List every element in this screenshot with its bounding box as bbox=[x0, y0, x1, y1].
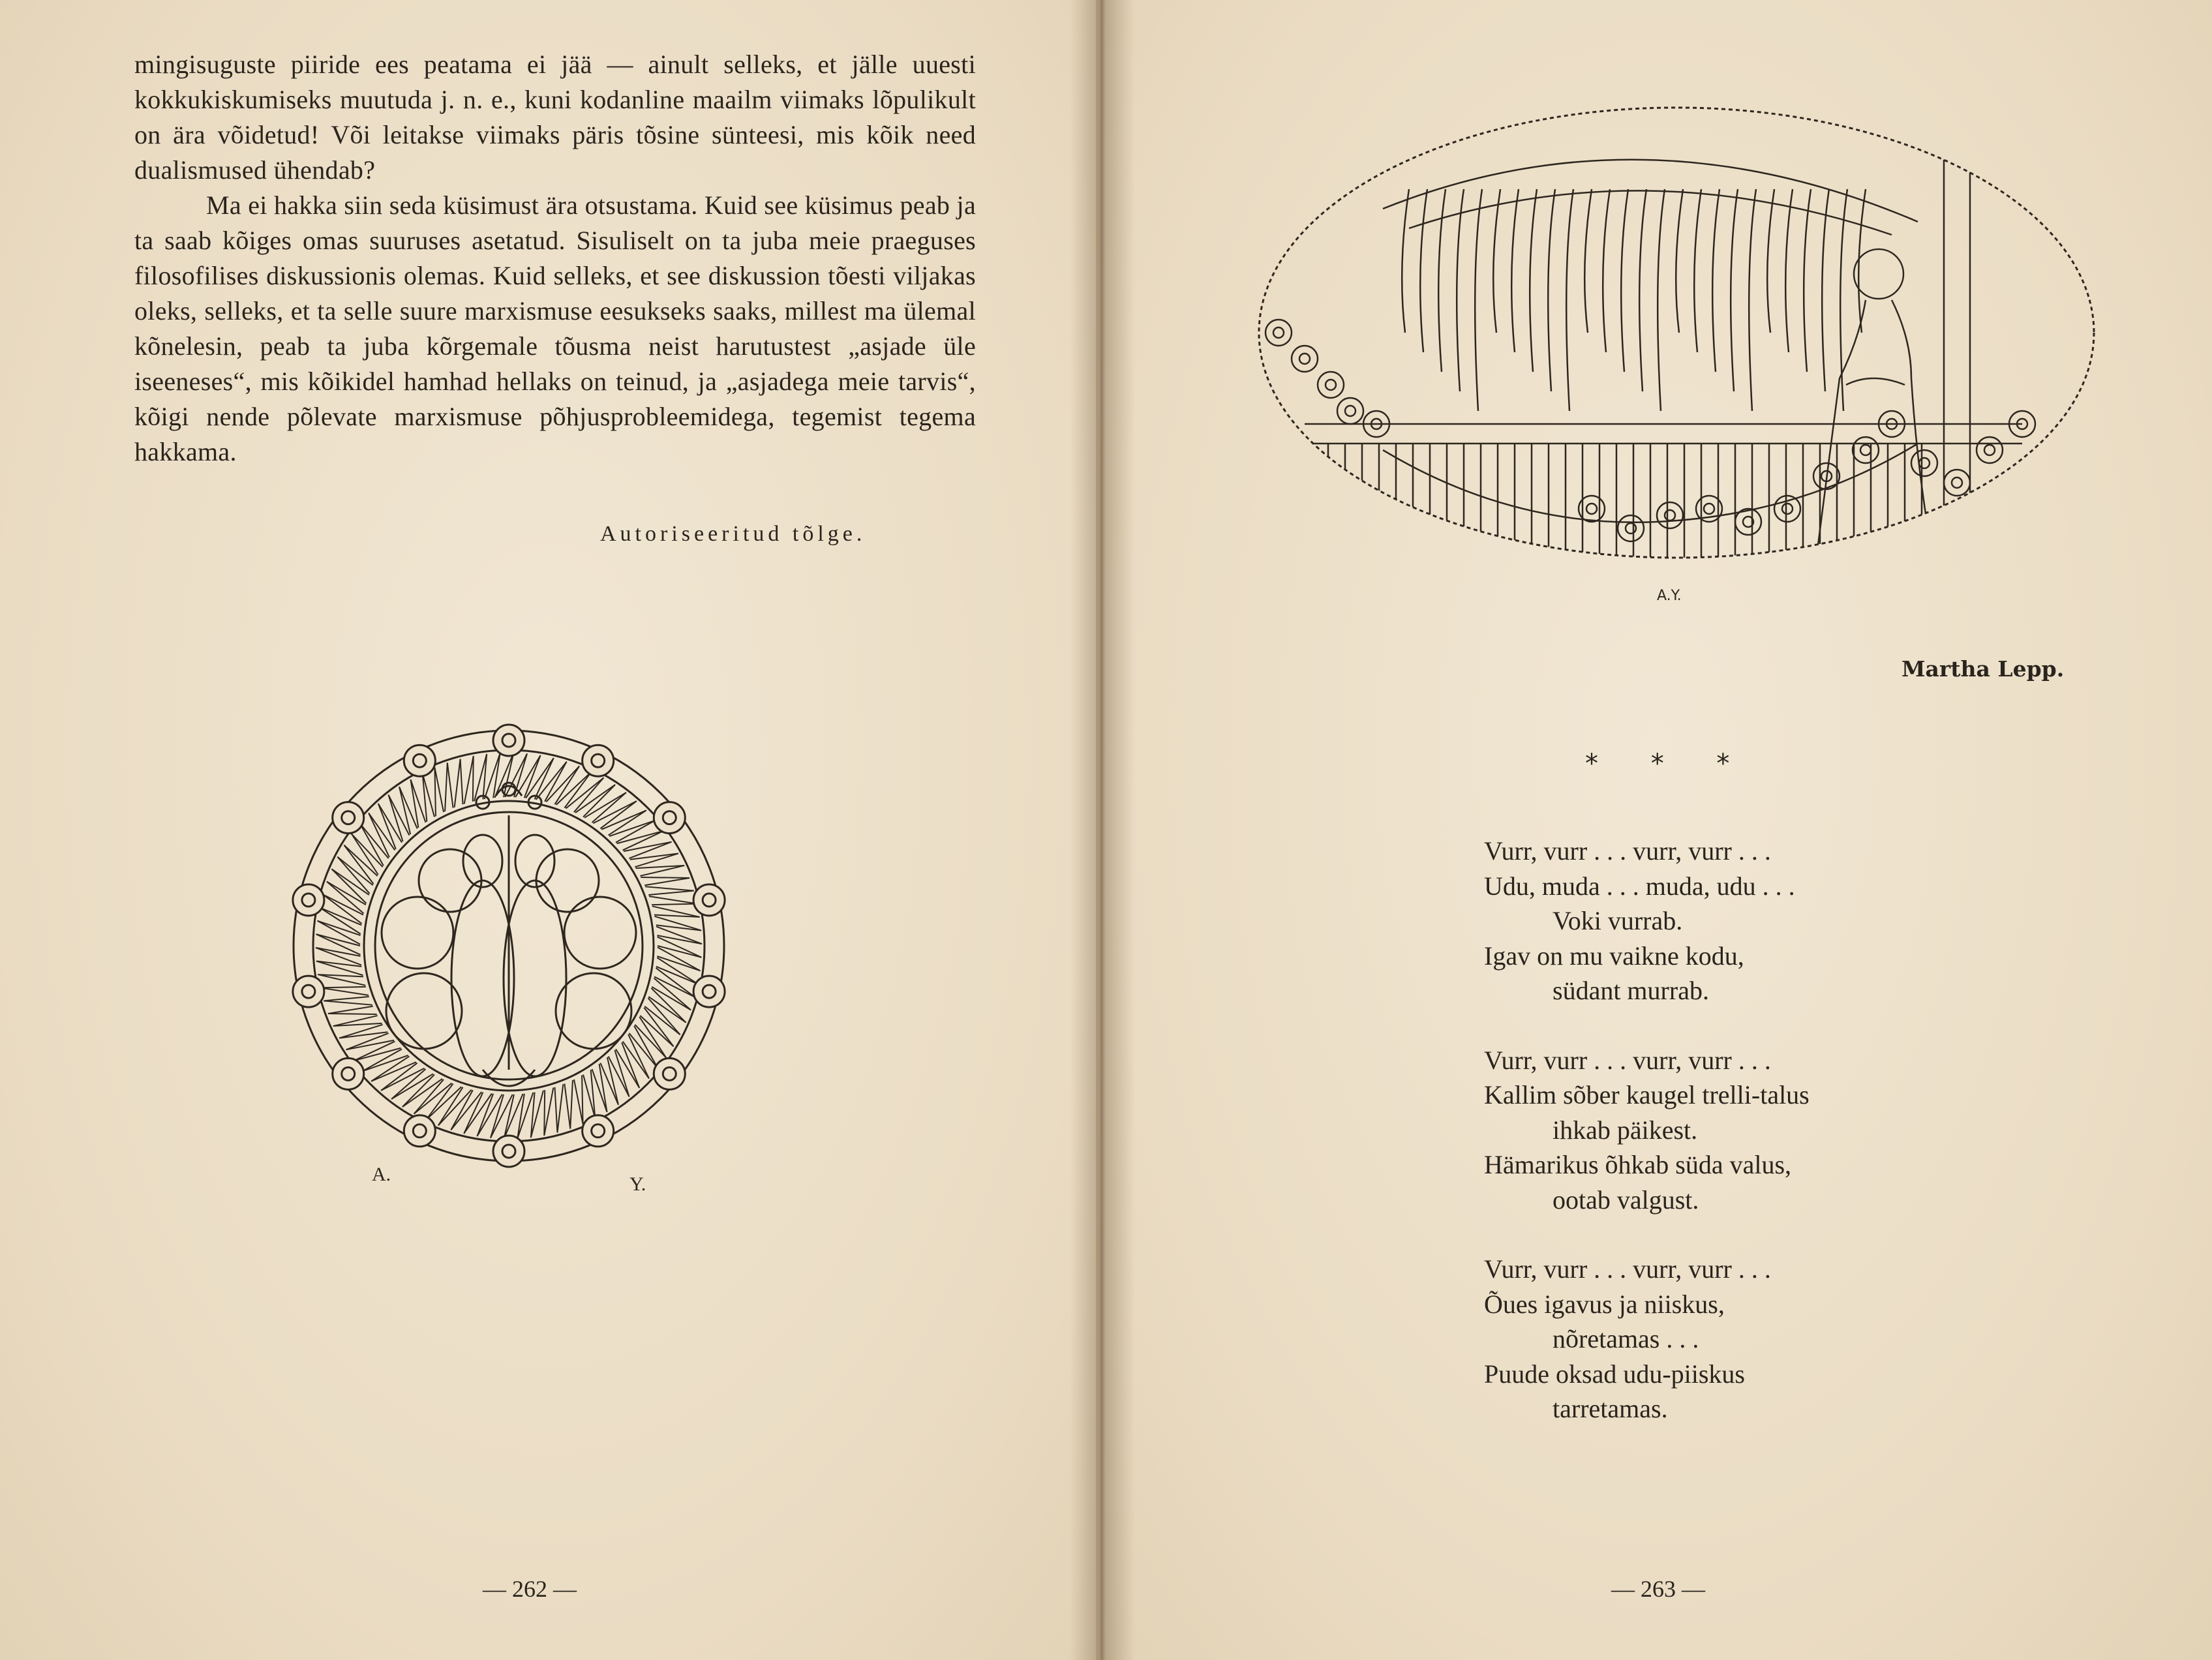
poem-line: Udu, muda . . . muda, udu . . . bbox=[1484, 871, 1795, 901]
ornament-initial-y: Y. bbox=[629, 1173, 646, 1195]
poem-line: Õues igavus ja niiskus, bbox=[1484, 1289, 1725, 1319]
poem-line: Vurr, vurr . . . vurr, vurr . . . bbox=[1484, 1254, 1771, 1284]
poem bbox=[1484, 834, 2071, 1461]
article-text bbox=[134, 47, 976, 470]
left-page bbox=[0, 0, 1096, 1660]
poem-line: südant murrab. bbox=[1553, 976, 1709, 1005]
poem-line: Kallim sõber kaugel trelli-talus bbox=[1484, 1080, 1810, 1109]
poem-line: Igav on mu vaikne kodu, bbox=[1484, 941, 1744, 971]
asterism-divider: * * * bbox=[1585, 749, 1752, 779]
poem-line: nõretamas . . . bbox=[1553, 1324, 1699, 1353]
paragraph-2: Ma ei hakka siin seda küsimust ära otsustama. Kuid see küsimus peab ja ta saab kõiges omas suuruses asetatud. Sisuliselt on ta juba meie praeguses filosofilises diskussionis olemas. Kuid selleks, et see diskussion tõesti viljakas oleks, selleks, et ta selle suure marxismuse eesukseks saaks, millest ma ülemal kõnelesin, peab ta juba kõrgemale tõusma neist harutustest „asjade üle iseeneses“, mis kõikidel hamhad hellaks on teinud, ja „asjadega meie tarvis“, kõigi nende põlevate marxismuse põhjusprobleemidega, tegemist tegema hakkama. bbox=[134, 190, 976, 466]
poem-line: Hämarikus õhkab süda valus, bbox=[1484, 1150, 1792, 1179]
poem-line: Voki vurrab. bbox=[1553, 906, 1683, 935]
poem-line: ootab valgust. bbox=[1553, 1185, 1699, 1215]
poem-line: tarretamas. bbox=[1553, 1394, 1668, 1423]
poem-stanza bbox=[1484, 834, 2071, 1008]
book-gutter bbox=[1070, 0, 1135, 1660]
paragraph-1: mingisuguste piiride ees peatama ei jää — ainult selleks, et jälle uuesti kokkukiskumiseks muutuda j. n. e., kuni kodanline maailm viimaks lõpulikult on ära võidetud! Või leitakse viimaks päris tõsine sünteesi, mis kõik need dualismused ühendab? bbox=[134, 50, 976, 185]
circular-ornament-illustration bbox=[287, 704, 731, 1213]
poem-line: Puude oksad udu-piiskus bbox=[1484, 1359, 1745, 1389]
poem-stanza bbox=[1484, 1252, 2071, 1426]
poem-stanza bbox=[1484, 1043, 2071, 1218]
page-number-right: — 263 — bbox=[1611, 1576, 1705, 1602]
right-page bbox=[1102, 0, 2212, 1660]
ornament-initial-a: A. bbox=[372, 1164, 391, 1185]
page-number-left: — 262 — bbox=[483, 1576, 577, 1602]
poem-line: Vurr, vurr . . . vurr, vurr . . . bbox=[1484, 1045, 1771, 1075]
garden-vignette-illustration bbox=[1239, 59, 2114, 607]
vignette-initials: A.Y. bbox=[1657, 588, 1682, 604]
poem-author: Martha Lepp. bbox=[1901, 656, 2065, 682]
poem-line: Vurr, vurr . . . vurr, vurr . . . bbox=[1484, 836, 1771, 866]
translation-note: Autoriseeritud tõlge. bbox=[600, 522, 866, 546]
poem-line: ihkab päikest. bbox=[1553, 1115, 1698, 1145]
